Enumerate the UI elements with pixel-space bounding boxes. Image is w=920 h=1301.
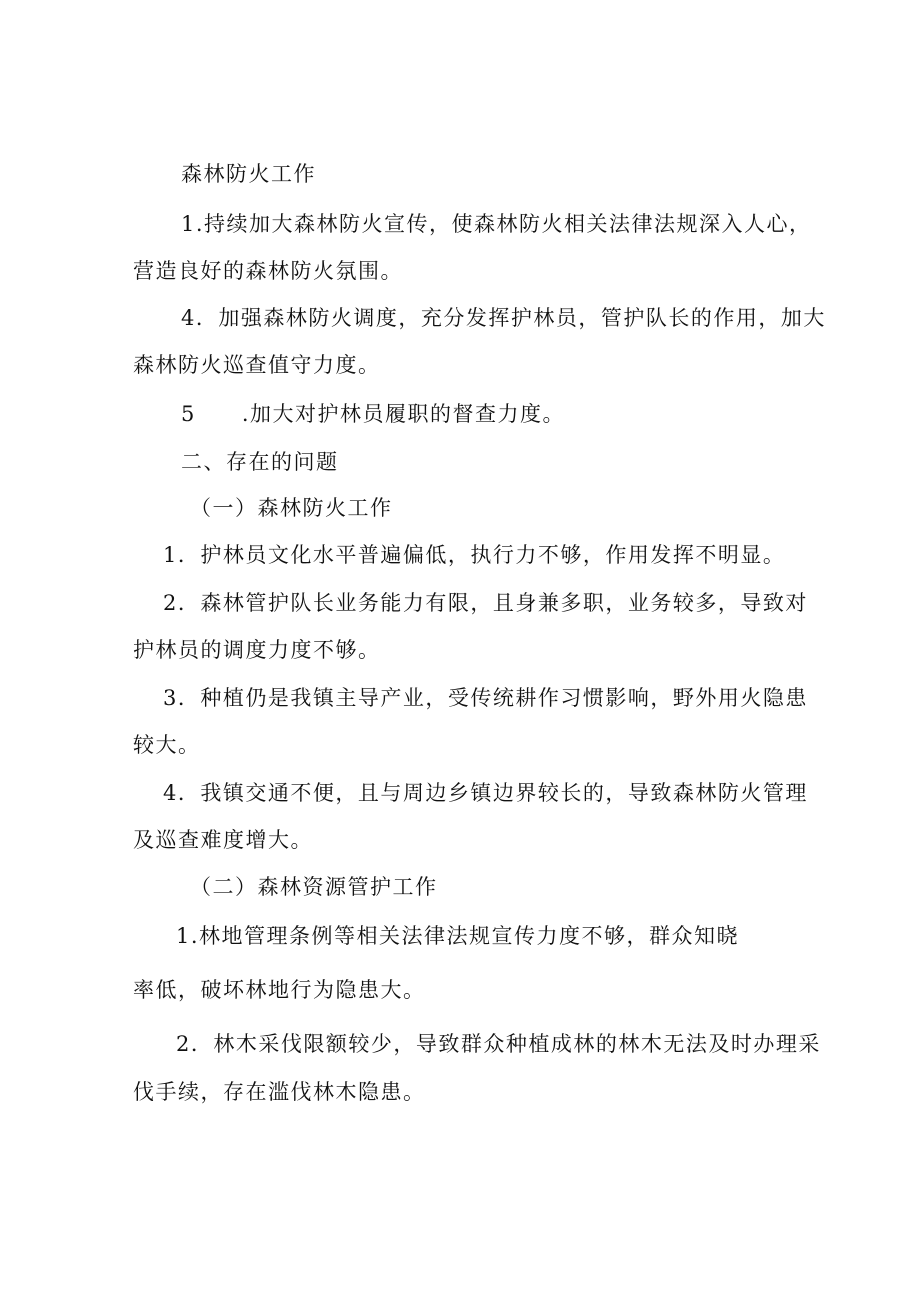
- paragraph-line: 1．护林员文化水平普遍偏低，执行力不够，作用发挥不明显。: [163, 543, 786, 567]
- paragraph-line: 1.持续加大森林防火宣传，使森林防火相关法律法规深入人心，: [181, 212, 812, 236]
- paragraph-line: [181, 400, 565, 428]
- paragraph-line: 营造良好的森林防火氛围。: [133, 259, 403, 283]
- paragraph-line: 4．加强森林防火调度，充分发挥护林员，管护队长的作用，加大: [181, 306, 826, 330]
- paragraph-line: 率低，破坏林地行为隐患大。: [133, 978, 426, 1002]
- paragraph-line: 伐手续，存在滥伐林木隐患。: [133, 1080, 426, 1104]
- paragraph-line: 较大。: [133, 733, 201, 757]
- list-text: .加大对护林员履职的督查力度。: [241, 402, 566, 426]
- paragraph-line: 2．林木采伐限额较少，导致群众种植成林的林木无法及时办理采: [176, 1032, 821, 1056]
- paragraph-line: 2．森林管护队长业务能力有限，且身兼多职，业务较多，导致对: [163, 591, 808, 615]
- paragraph-line: 1.林地管理条例等相关法律法规宣传力度不够，群众知晓: [176, 924, 740, 948]
- subsection-heading-resources: （二）森林资源管护工作: [190, 875, 438, 899]
- section-heading-forest-fire: 森林防火工作: [181, 162, 316, 186]
- list-number: 5: [181, 402, 196, 426]
- paragraph-line: 森林防火巡查值守力度。: [133, 353, 381, 377]
- section-heading-problems: 二、存在的问题: [181, 450, 339, 474]
- paragraph-line: 护林员的调度力度不够。: [133, 638, 381, 662]
- paragraph-line: 4．我镇交通不便，且与周边乡镇边界较长的，导致森林防火管理: [163, 781, 808, 805]
- paragraph-line: 3．种植仍是我镇主导产业，受传统耕作习惯影响，野外用火隐患: [163, 686, 808, 710]
- paragraph-line: 及巡查难度增大。: [133, 828, 313, 852]
- subsection-heading-fire: （一）森林防火工作: [190, 496, 393, 520]
